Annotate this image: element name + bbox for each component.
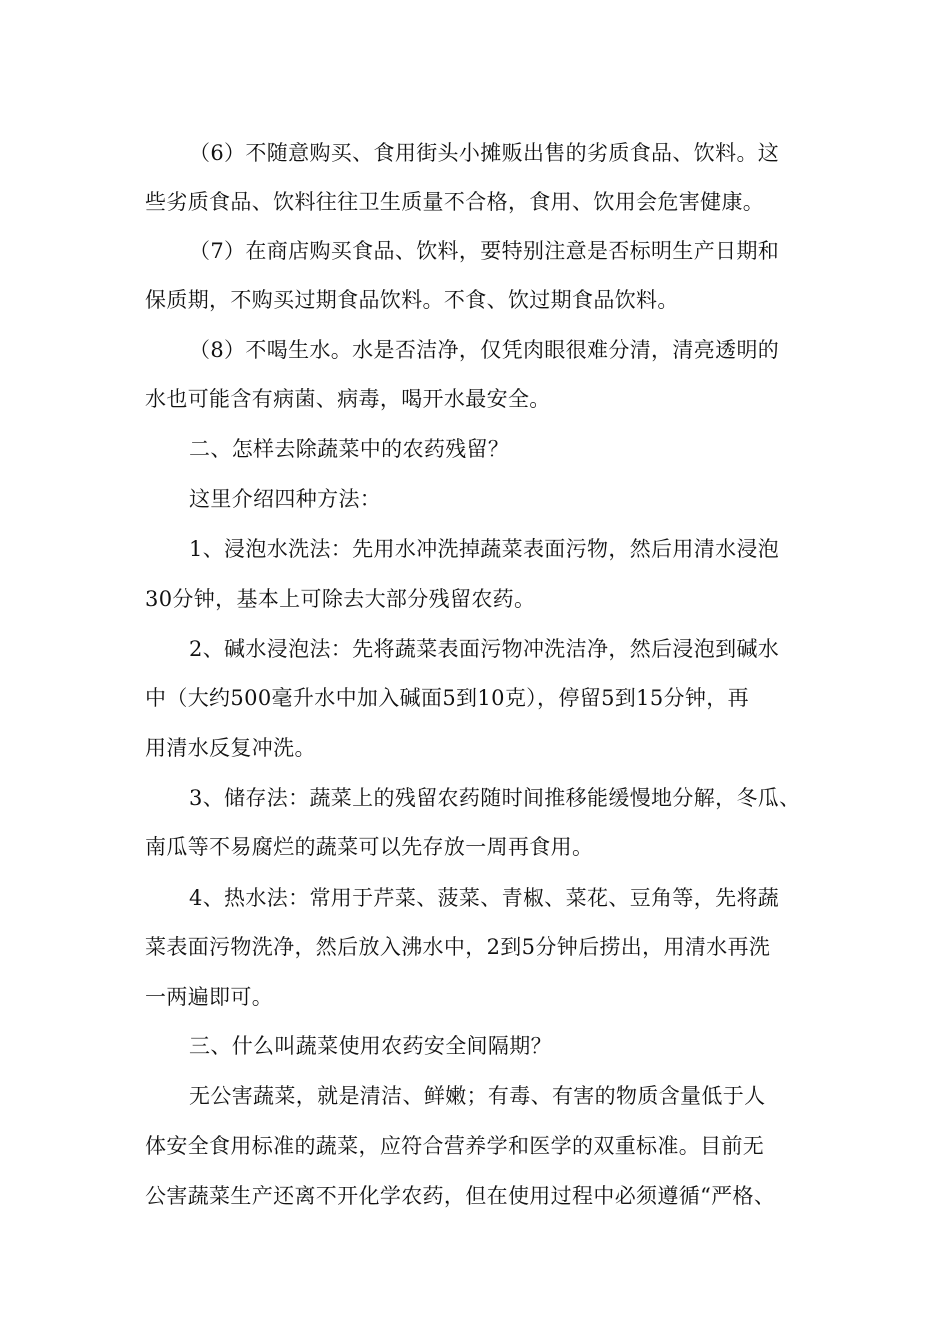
- section-heading: 三、什么叫蔬菜使用农药安全间隔期？: [189, 1034, 552, 1058]
- paragraph-line: 南瓜等不易腐烂的蔬菜可以先存放一周再食用。: [145, 835, 594, 859]
- paragraph-line: 4、热水法：常用于芹菜、菠菜、青椒、菜花、豆角等，先将蔬: [189, 886, 780, 910]
- paragraph-line: 保质期，不购买过期食品饮料。不食、饮过期食品饮料。: [145, 288, 679, 312]
- section-heading: 二、怎样去除蔬菜中的农药残留？: [189, 437, 510, 461]
- paragraph-line: 用清水反复冲洗。: [145, 736, 316, 760]
- paragraph-line: 水也可能含有病菌、病毒，喝开水最安全。: [145, 387, 551, 411]
- paragraph-line: （7）在商店购买食品、饮料，要特别注意是否标明生产日期和: [189, 239, 780, 263]
- paragraph-line: 一两遍即可。: [145, 985, 274, 1009]
- paragraph-line: 无公害蔬菜，就是清洁、鲜嫩；有毒、有害的物质含量低于人: [189, 1084, 766, 1108]
- paragraph-line: 公害蔬菜生产还离不开化学农药，但在使用过程中必须遵循“严格、: [145, 1184, 776, 1208]
- paragraph-line: （6）不随意购买、食用街头小摊贩出售的劣质食品、饮料。这: [189, 141, 780, 165]
- paragraph-line: 1、浸泡水洗法：先用水冲洗掉蔬菜表面污物，然后用清水浸泡: [189, 537, 780, 561]
- paragraph-line: 些劣质食品、饮料往往卫生质量不合格，食用、饮用会危害健康。: [145, 190, 765, 214]
- paragraph-line: 菜表面污物洗净，然后放入沸水中，2到5分钟后捞出，用清水再洗: [145, 935, 771, 959]
- paragraph-line: 2、碱水浸泡法：先将蔬菜表面污物冲洗洁净，然后浸泡到碱水: [189, 637, 780, 661]
- paragraph-line: 3、储存法：蔬菜上的残留农药随时间推移能缓慢地分解，冬瓜、: [189, 786, 801, 810]
- paragraph-line: （8）不喝生水。水是否洁净，仅凭肉眼很难分清，清亮透明的: [189, 338, 780, 362]
- paragraph-line: 中（大约500毫升水中加入碱面5到10克），停留5到15分钟，再: [145, 686, 749, 710]
- paragraph-line: 体安全食用标准的蔬菜，应符合营养学和医学的双重标准。目前无: [145, 1134, 765, 1158]
- paragraph-line: 这里介绍四种方法：: [189, 487, 382, 511]
- paragraph-line: 30分钟，基本上可除去大部分残留农药。: [145, 587, 536, 611]
